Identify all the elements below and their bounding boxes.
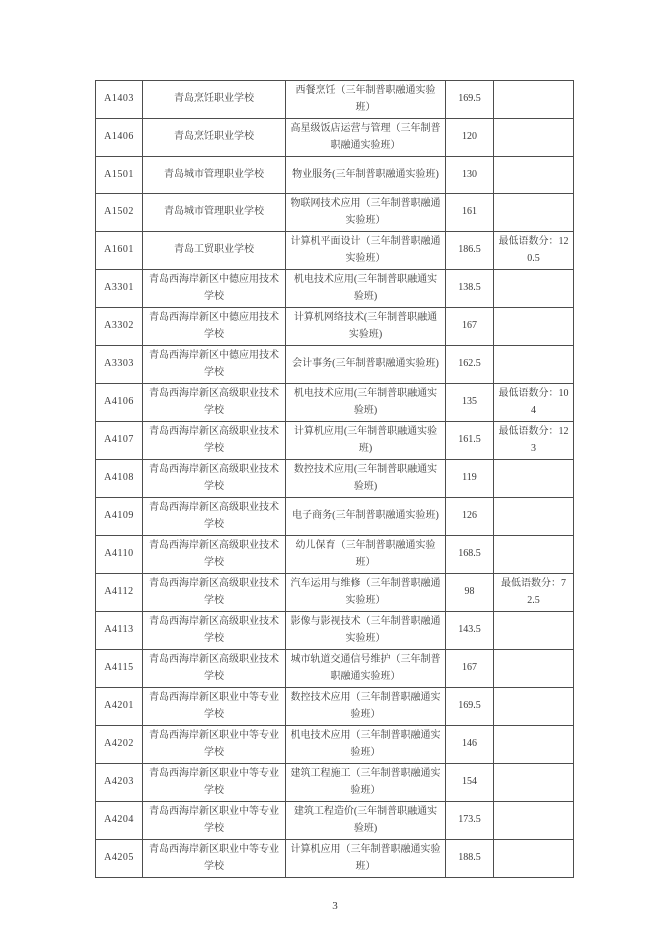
- table-row: [96, 536, 574, 574]
- table-row: [96, 157, 574, 194]
- cell-code: A4115: [96, 650, 143, 688]
- cell-score: 154: [446, 764, 494, 802]
- table-row: [96, 840, 574, 878]
- cell-note: [494, 764, 574, 802]
- cell-score: 120: [446, 119, 494, 157]
- cell-school: 青岛工贸职业学校: [143, 232, 286, 270]
- cell-school: 青岛烹饪职业学校: [143, 119, 286, 157]
- cell-school: 青岛西海岸新区高级职业技术学校: [143, 574, 286, 612]
- cell-note: [494, 460, 574, 498]
- table-row: [96, 612, 574, 650]
- cell-school: 青岛城市管理职业学校: [143, 157, 286, 194]
- cell-school: 青岛西海岸新区高级职业技术学校: [143, 612, 286, 650]
- cell-code: A1601: [96, 232, 143, 270]
- cell-score: 167: [446, 650, 494, 688]
- cell-note: [494, 802, 574, 840]
- cell-school: 青岛西海岸新区高级职业技术学校: [143, 498, 286, 536]
- cell-school: 青岛西海岸新区职业中等专业学校: [143, 688, 286, 726]
- table-row: [96, 232, 574, 270]
- cell-code: A1501: [96, 157, 143, 194]
- cell-school: 青岛西海岸新区职业中等专业学校: [143, 764, 286, 802]
- cell-program: 计算机应用（三年制普职融通实验班）: [286, 840, 446, 878]
- cell-score: 119: [446, 460, 494, 498]
- cell-program: 建筑工程施工（三年制普职融通实验班）: [286, 764, 446, 802]
- cell-code: A4202: [96, 726, 143, 764]
- table-row: [96, 346, 574, 384]
- table-row: [96, 574, 574, 612]
- table-row: [96, 460, 574, 498]
- table-row: [96, 688, 574, 726]
- cell-score: 169.5: [446, 81, 494, 119]
- table-row: [96, 498, 574, 536]
- cell-code: A4201: [96, 688, 143, 726]
- cell-code: A4112: [96, 574, 143, 612]
- cell-note: [494, 308, 574, 346]
- cell-school: 青岛西海岸新区高级职业技术学校: [143, 650, 286, 688]
- cell-program: 西餐烹饪（三年制普职融通实验班）: [286, 81, 446, 119]
- cell-program: 机电技术应用（三年制普职融通实验班）: [286, 726, 446, 764]
- cell-note: 最低语数分：72.5: [494, 574, 574, 612]
- cell-school: 青岛西海岸新区职业中等专业学校: [143, 726, 286, 764]
- table-body: [96, 81, 574, 878]
- admission-score-table: [95, 80, 574, 878]
- cell-note: [494, 194, 574, 232]
- cell-program: 计算机平面设计（三年制普职融通实验班）: [286, 232, 446, 270]
- cell-school: 青岛西海岸新区中德应用技术学校: [143, 346, 286, 384]
- cell-note: [494, 270, 574, 308]
- cell-school: 青岛西海岸新区中德应用技术学校: [143, 270, 286, 308]
- cell-code: A4108: [96, 460, 143, 498]
- cell-school: 青岛城市管理职业学校: [143, 194, 286, 232]
- table-row: [96, 422, 574, 460]
- cell-code: A4107: [96, 422, 143, 460]
- cell-program: 计算机应用(三年制普职融通实验班): [286, 422, 446, 460]
- cell-code: A1403: [96, 81, 143, 119]
- cell-score: 161.5: [446, 422, 494, 460]
- cell-score: 161: [446, 194, 494, 232]
- cell-program: 计算机网络技术(三年制普职融通实验班): [286, 308, 446, 346]
- table-row: [96, 384, 574, 422]
- cell-score: 146: [446, 726, 494, 764]
- cell-school: 青岛西海岸新区高级职业技术学校: [143, 460, 286, 498]
- cell-score: 173.5: [446, 802, 494, 840]
- cell-note: [494, 650, 574, 688]
- cell-program: 汽车运用与维修（三年制普职融通实验班）: [286, 574, 446, 612]
- table-row: [96, 81, 574, 119]
- cell-note: [494, 612, 574, 650]
- cell-note: [494, 536, 574, 574]
- cell-program: 机电技术应用(三年制普职融通实验班): [286, 384, 446, 422]
- cell-code: A4203: [96, 764, 143, 802]
- cell-code: A3302: [96, 308, 143, 346]
- cell-score: 186.5: [446, 232, 494, 270]
- table-row: [96, 650, 574, 688]
- page-number: 3: [332, 900, 338, 912]
- cell-program: 物业服务(三年制普职融通实验班): [286, 157, 446, 194]
- cell-score: 138.5: [446, 270, 494, 308]
- cell-program: 影像与影视技术（三年制普职融通实验班）: [286, 612, 446, 650]
- cell-note: [494, 157, 574, 194]
- cell-program: 物联网技术应用（三年制普职融通实验班）: [286, 194, 446, 232]
- table-row: [96, 726, 574, 764]
- cell-school: 青岛烹饪职业学校: [143, 81, 286, 119]
- table-row: [96, 764, 574, 802]
- cell-school: 青岛西海岸新区高级职业技术学校: [143, 384, 286, 422]
- cell-score: 168.5: [446, 536, 494, 574]
- cell-school: 青岛西海岸新区高级职业技术学校: [143, 422, 286, 460]
- cell-program: 城市轨道交通信号维护（三年制普职融通实验班）: [286, 650, 446, 688]
- cell-school: 青岛西海岸新区中德应用技术学校: [143, 308, 286, 346]
- cell-note: [494, 688, 574, 726]
- cell-program: 幼儿保育（三年制普职融通实验班）: [286, 536, 446, 574]
- cell-note: [494, 119, 574, 157]
- cell-score: 188.5: [446, 840, 494, 878]
- cell-program: 电子商务(三年制普职融通实验班): [286, 498, 446, 536]
- cell-note: [494, 498, 574, 536]
- cell-code: A4110: [96, 536, 143, 574]
- cell-program: 数控技术应用(三年制普职融通实验班): [286, 460, 446, 498]
- cell-note: 最低语数分：123: [494, 422, 574, 460]
- cell-score: 135: [446, 384, 494, 422]
- cell-program: 高星级饭店运营与管理（三年制普职融通实验班）: [286, 119, 446, 157]
- cell-code: A4205: [96, 840, 143, 878]
- cell-code: A1406: [96, 119, 143, 157]
- cell-score: 98: [446, 574, 494, 612]
- cell-score: 143.5: [446, 612, 494, 650]
- table-row: [96, 194, 574, 232]
- cell-code: A4109: [96, 498, 143, 536]
- cell-program: 会计事务(三年制普职融通实验班): [286, 346, 446, 384]
- table-row: [96, 119, 574, 157]
- cell-score: 167: [446, 308, 494, 346]
- cell-note: [494, 726, 574, 764]
- table-row: [96, 802, 574, 840]
- cell-school: 青岛西海岸新区职业中等专业学校: [143, 840, 286, 878]
- cell-school: 青岛西海岸新区高级职业技术学校: [143, 536, 286, 574]
- cell-note: 最低语数分：120.5: [494, 232, 574, 270]
- cell-program: 建筑工程造价(三年制普职融通实验班): [286, 802, 446, 840]
- cell-code: A4106: [96, 384, 143, 422]
- cell-code: A4113: [96, 612, 143, 650]
- cell-note: 最低语数分：104: [494, 384, 574, 422]
- cell-code: A1502: [96, 194, 143, 232]
- cell-code: A4204: [96, 802, 143, 840]
- table-row: [96, 308, 574, 346]
- cell-school: 青岛西海岸新区职业中等专业学校: [143, 802, 286, 840]
- cell-program: 机电技术应用(三年制普职融通实验班): [286, 270, 446, 308]
- cell-score: 162.5: [446, 346, 494, 384]
- cell-note: [494, 81, 574, 119]
- table-row: [96, 270, 574, 308]
- cell-note: [494, 346, 574, 384]
- cell-code: A3301: [96, 270, 143, 308]
- cell-score: 126: [446, 498, 494, 536]
- cell-code: A3303: [96, 346, 143, 384]
- cell-score: 169.5: [446, 688, 494, 726]
- cell-program: 数控技术应用（三年制普职融通实验班）: [286, 688, 446, 726]
- cell-score: 130: [446, 157, 494, 194]
- cell-note: [494, 840, 574, 878]
